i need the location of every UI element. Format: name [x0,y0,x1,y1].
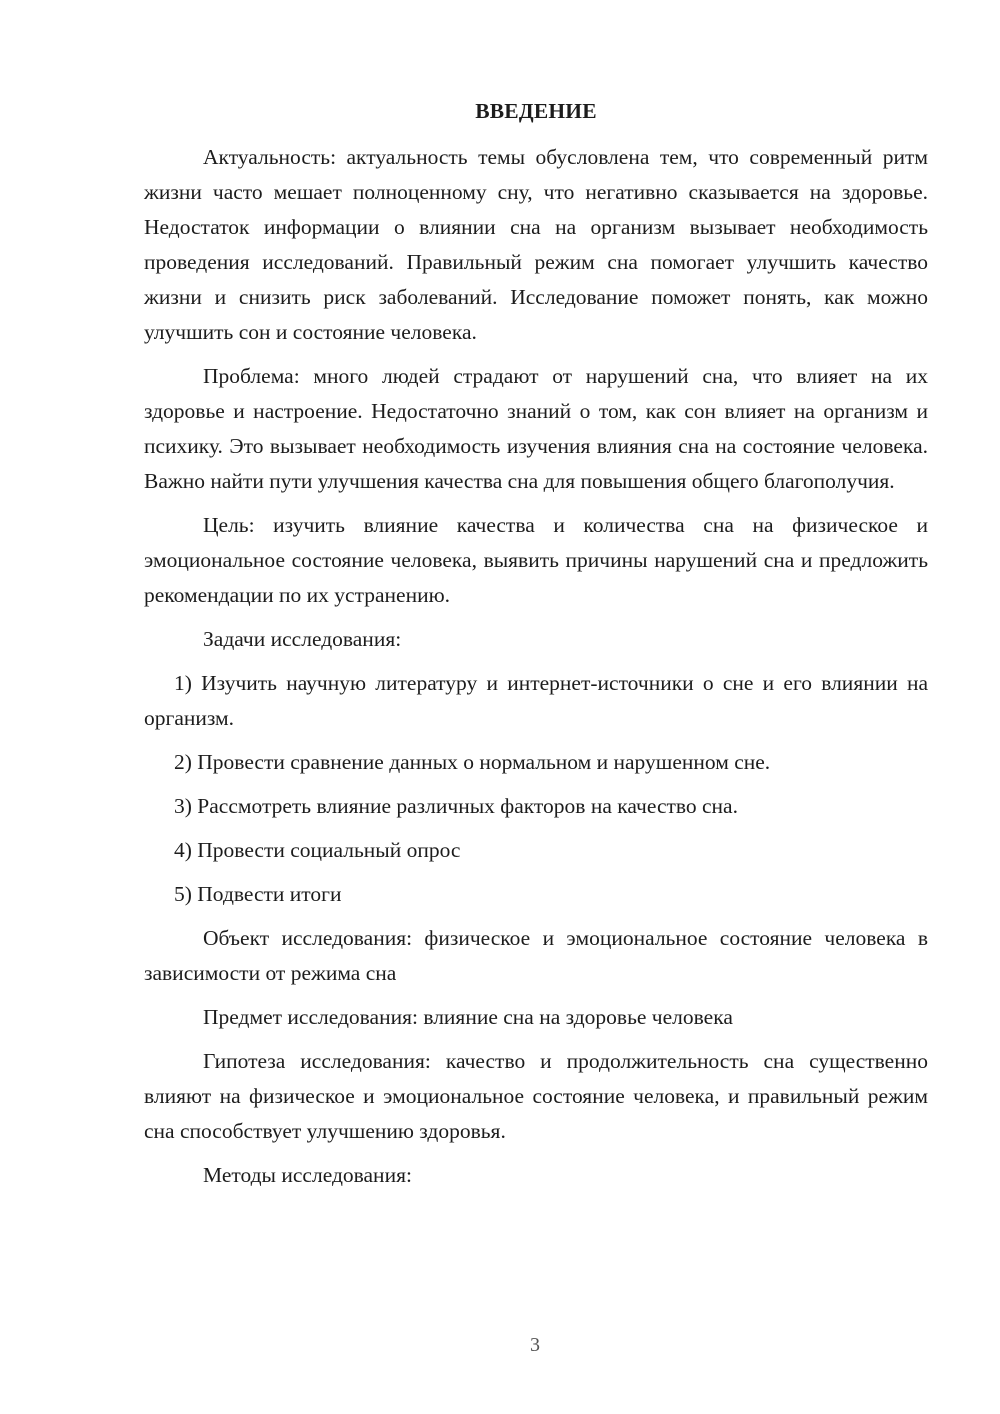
task-item-4: 4) Провести социальный опрос [174,838,461,862]
paragraph-hypothesis: Гипотеза исследования: качество и продолжительность сна существенно влияют на физическое и эмоциональное состояние человека, и правильный режим сна способствует улучшению здоровья. [144,1049,928,1143]
paragraph-subject: Предмет исследования: влияние сна на здоровье человека [203,1005,733,1029]
paragraph-tasks-title: Задачи исследования: [203,627,402,651]
paragraph-object: Объект исследования: физическое и эмоциональное состояние человека в зависимости от режима сна [144,926,928,985]
document-page [144,96,928,1193]
paragraph-goal: Цель: изучить влияние качества и количества сна на физическое и эмоциональное состояние человека, выявить причины нарушений сна и предложить рекомендации по их устранению. [144,513,928,607]
task-item-2: 2) Провести сравнение данных о нормальном и нарушенном сне. [174,750,771,774]
task-item-3: 3) Рассмотреть влияние различных факторов на качество сна. [174,794,738,818]
task-item-1: 1) Изучить научную литературу и интернет-источники о сне и его влиянии на организм. [144,671,928,730]
section-heading: ВВЕДЕНИЕ [475,99,597,123]
paragraph-problem: Проблема: много людей страдают от нарушений сна, что влияет на их здоровье и настроение. Недостаточно знаний о том, как сон влияет на организм и психику. Это вызывает необходимость изучения влияния сна на состояние человека. Важно найти пути улучшения качества сна для повышения общего благополучия. [144,364,928,493]
paragraph-methods: Методы исследования: [203,1163,412,1187]
paragraph-relevance: Актуальность: актуальность темы обусловлена тем, что современный ритм жизни часто мешает полноценному сну, что негативно сказывается на здоровье. Недостаток информации о влиянии сна на организм вызывает необходимость проведения исследований. Правильный режим сна помогает улучшить качество жизни и снизить риск заболеваний. Исследование поможет понять, как можно улучшить сон и состояние человека. [144,145,928,344]
task-item-5: 5) Подвести итоги [174,882,342,906]
page-number: 3 [530,1334,540,1356]
